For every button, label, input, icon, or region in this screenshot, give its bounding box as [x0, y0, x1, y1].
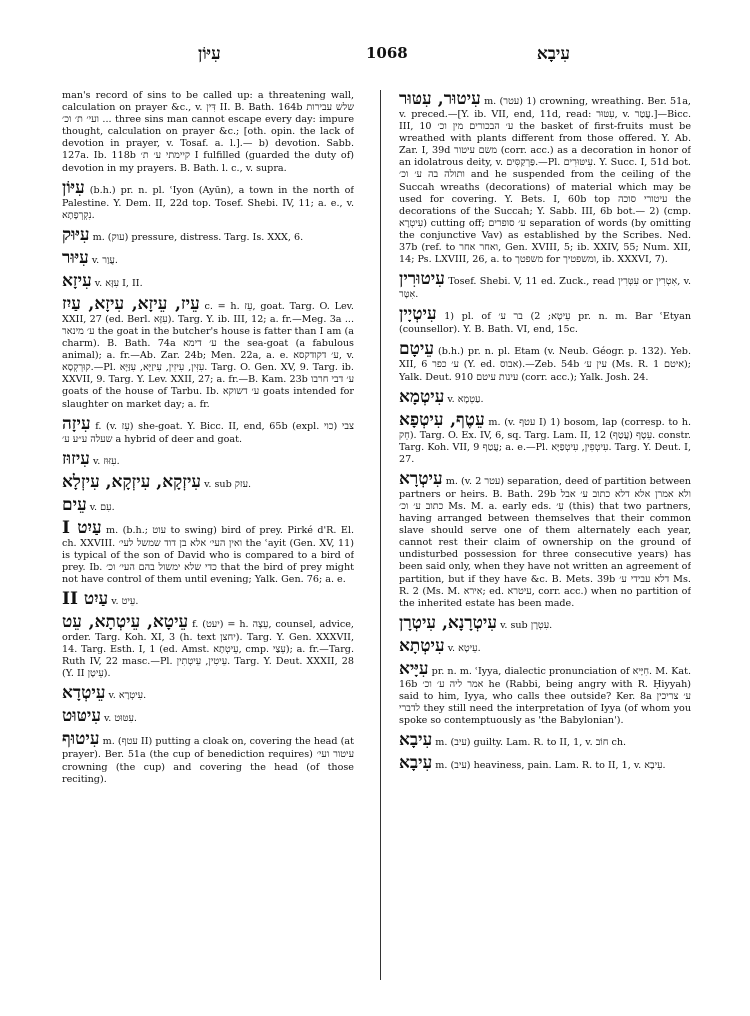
dictionary-entry	[62, 590, 354, 609]
entry-headword: עִיטְמָא	[399, 386, 445, 407]
entry-headword: עֵטֶף, עִיטְפָא	[399, 409, 485, 430]
entry-headword: עִיטוּר, עִטּוּר	[399, 90, 481, 109]
entry-text: v. עִזָּא I, II.	[94, 277, 143, 289]
dictionary-entry	[62, 613, 354, 680]
dictionary-entry	[62, 450, 354, 469]
entry-headword: עִיטוּף	[62, 729, 100, 750]
entry-text: m. (עטר) 1) crowning, wreathing. Ber. 51a, v. preced.—[Y. ib. VII, end, 11d, read: עִטּוּר, v. עֲטַר.]—Bicc. III, 10 ע׳ הבכורים מין וכ׳ the basket of first-fruits must be wreathed with plants different from those offered. Y. Ab. Zar. I, 39d משם עיטור (corr. acc.) as a decoration in honor of an idolatrous deity, v. פַּרְקַסִּים.—Pl. עִיטּוּרִים. Y. Succ. I, 51d bot. ותולה בה ע׳ וכ׳ and he suspended from the ceiling of the Succah wreaths (decorations) of material which may be used for covering. Y. Bets. I, 60b top עיטורי סוכה the decorations of the Succah; Y. Sabb. III, 6b bot.— 2) (cmp. עִיטְרָא) cutting off; ע׳ סופרים separation of words (by omitting the conjunctive Vav) as established by the Scribes. Ned. 37b (ref. to ואחר אחר, Gen. XVIII, 5; ib. XXIV, 55; Num. XII, 14; Ps. LXVIII, 26, a. to משפטך for ומשפטיך, ib. XXXVI, 7).	[399, 96, 691, 266]
entry-headword: עִיזָא	[62, 270, 92, 291]
dictionary-entry	[62, 684, 354, 703]
dictionary-entry	[399, 340, 691, 383]
dictionary-entry	[62, 707, 354, 726]
dictionary-entry	[62, 90, 354, 175]
dictionary-entry	[399, 388, 691, 407]
entry-text: v. עִם.	[89, 501, 115, 513]
entry-headword: עֵיז, עֵיזָא, עִיזָא, עַיִז	[62, 293, 200, 314]
dictionary-entry	[399, 470, 691, 610]
right-column	[399, 90, 691, 990]
entry-headword: עִיזוּז	[62, 448, 90, 469]
running-head-left: עִיּוֹן	[198, 44, 221, 64]
entry-headword: עִיטְרָנָא, עִיטְרָן	[399, 612, 498, 633]
page-header	[60, 44, 700, 70]
entry-text: v. עֵיט.	[111, 596, 139, 608]
dictionary-entry	[62, 226, 354, 245]
dictionary-entry	[399, 270, 691, 301]
entry-text: m. (עוק) pressure, distress. Targ. Is. XXX, 6.	[92, 231, 304, 243]
entry-headword: עֵיטְדָא	[62, 683, 106, 704]
entry-headword: עִיָּיא	[399, 658, 429, 679]
dictionary-entry	[399, 614, 691, 633]
dictionary-entry	[399, 637, 691, 656]
dictionary-entry	[62, 496, 354, 515]
entry-headword: עִיבָא	[399, 730, 433, 751]
dictionary-entry	[399, 90, 691, 266]
entry-headword: עֵיטָם	[399, 339, 434, 360]
entry-text: Tosef. Shebi. V, 11 ed. Zuck., read עִטְּרִין or אִטְרִין, v. אִטָּר.	[399, 276, 691, 301]
entry-text: (b.h.) pr. n. pl. Etam (v. Neub. Géogr. p. 132). Yeb. XII, 6 ע׳ כפר (Y. ed. אבוס).—Zeb. 54b עין ע׳ (Ms. R. 1 איטם); Yalk. Deut. 910 עינות עיטם (corr. acc.); Yalk. Josh. 24.	[399, 346, 691, 383]
dictionary-entry	[62, 730, 354, 785]
entry-headword: עִיזָה	[62, 413, 91, 434]
entry-text: v. עֲוַר.	[91, 254, 118, 266]
entry-text: c. = h. עֵז, goat. Targ. O. Lev. XXII, 27 (ed. Berl. עִזָּא). Targ. Y. ib. III, 12; a. fr.—Meg. 3a ... ע׳ מינאר the goat in the butcher's house is fatter than I am (a charm). B. Bath. 74a ע׳ דימא the sea-goat (a fabulous animal); a. fr.—Ab. Zar. 24b; Men. 22a, a. e. ע׳ דקודקסא, v. קוּרְקְסָא.—Pl. עִזִּין, עִיזִין, עִיזַיָּא, עִזַּיָּא. Targ. O. Gen. XV, 9. Targ. ib. XXVII, 9. Targ. Y. Lev. XXII, 27; a. fr.—B. Kam. 23b ע׳ דבי חרבו goats of the house of Tarbu. Ib. ע׳ דשוקא goats intended for slaughter on market day; a. fr.	[62, 300, 354, 410]
entry-headword: עִיּוּר	[62, 247, 89, 268]
entry-headword: עַיִט I	[62, 517, 102, 538]
dictionary-entry	[399, 411, 691, 466]
running-head-right: עִיבָא	[536, 44, 570, 64]
entry-text: m. (עטף II) putting a cloak on, covering the head (at prayer). Ber. 51a (the cup of benediction requires) עיטור ועי׳ crowning (the cup) and covering the head (of those reciting).	[62, 736, 354, 785]
entry-headword: עִיטְתָא	[399, 635, 445, 656]
entry-text: v. עִטּוּט.	[104, 713, 137, 725]
column-divider	[380, 90, 381, 980]
entry-headword: עִיטּוּט	[62, 706, 101, 727]
entry-text: pr. n. m. ʿIyya, dialectic pronunciation of חִיָּיא. M. Kat. 16b אמר ליה ע׳ וכ׳ he (Rabbi, being angry with R. Ḥiyyah) said to him, Iyya, who calls thee outside? Ker. 8a ע׳ צריכין לדברי they still need the interpretation of Iyya (of whom you spoke so contemptuously as 'the Babylonian').	[399, 665, 691, 727]
entry-headword: עִיּוּק	[62, 224, 90, 245]
entry-text: m. (עיב) heaviness, pain. Lam. R. to II, 1, v. עִיבָא.	[435, 760, 666, 772]
entry-text: m. (v. עטר 2) separation, deed of partition between partners or heirs. B. Bath. 29b ולא אמרן אלא דלא כתוב ע׳ אבל כתוב ע׳ וכ׳ Ms. M. a. early eds. עִ׳ (this) that two partners, having arranged between themselves that their common slave should serve one of them alternately each year, cannot rest their claim of ownership on the ground of undisturbed possession for three consecutive years) has been said only, when they have not written an agreement of partition, but if they have &c. B. Mets. 39b דלא עבידי ע׳ Ms. R. 2 (Ms. M. אירא; ed. עיטרא, corr. acc.) when no partition of the inherited estate has been made.	[399, 475, 691, 609]
entry-text: v. sub עזק.	[204, 478, 252, 490]
dictionary-entry	[399, 731, 691, 750]
page-number: 1068	[366, 44, 408, 62]
dictionary-entry	[62, 179, 354, 222]
entry-text: m. (v. עטף I) 1) bosom, lap (corresp. to h. חֵק). Targ. O. Ex. IV, 6, sq. Targ. Lam. II, 12 עֵטֶף (עֲטַף). constr. Targ. Koh. VII, 9 עֲטַף; a. e.—Pl. עִיטְפִין, עִיטְפַיָּא. Targ. Y. Deut. I, 27.	[399, 416, 691, 465]
entry-headword: עִיבָא	[399, 753, 433, 774]
entry-text: v. עֵיטָא.	[447, 642, 481, 654]
entry-text: v. עִזּוּז.	[92, 455, 120, 467]
entry-headword: עִיזְקָא, עִיזְקָא, עִיזְלָא	[62, 471, 202, 492]
dictionary-entry	[62, 519, 354, 586]
entry-headword: עִיטְרָא	[399, 468, 443, 489]
entry-headword: עֵים	[62, 494, 87, 515]
entry-text: v. sub עִטְרָן.	[500, 619, 553, 631]
dictionary-entry	[62, 415, 354, 446]
entry-text: f. (v. עֵז) she-goat. Y. Bicc. II, end, 65b (expl. כוי) צבי שעלה ע״ע ע׳ a hybrid of deer and goat.	[62, 420, 354, 445]
entry-text: m. (עיב) guilty. Lam. R. to II, 1, v. חוֹב ch.	[435, 737, 627, 749]
dictionary-entry	[62, 295, 354, 411]
entry-text: v. עַטְמָא.	[447, 393, 484, 405]
entry-headword: עֵיטָא, עֵיטְתָא, עֵט	[62, 612, 189, 633]
entry-text: man's record of sins to be called up: a threatening wall, calculation on prayer &c., v. דִּין II. B. Bath. 164b שלש עבירות ... ועי׳ ת׳ וכ׳ three sins man cannot escape every day: impure thought, calculation on prayer &c.; [oth. opin. the lack of devotion in prayer, v. Tosaf. a. l.].— b) devotion. Sabb. 127a. Ib. 118b קיימתי ע׳ ת׳ I fulfilled (guarded the duty of) devotion in my prayers. B. Bath. l. c., v. supra.	[62, 90, 354, 174]
entry-text: v. עִיטְרָא.	[108, 690, 147, 702]
entry-headword: עִיּוֹן	[62, 177, 85, 198]
dictionary-entry	[399, 754, 691, 773]
entry-headword: עִיטוּרִין	[399, 269, 445, 290]
dictionary-entry	[62, 473, 354, 492]
dictionary-entry	[399, 305, 691, 336]
entry-headword: עַיִט II	[62, 589, 109, 610]
dictionary-entry	[62, 272, 354, 291]
dictionary-entry	[62, 249, 354, 268]
dictionary-entry	[399, 660, 691, 727]
entry-text: m. (b.h.; עוט to swing) bird of prey. Pirké d'R. El. ch. XXVIII. ואין העי׳ אלא בן דוד שמשל לעי׳ the ʿayit (Gen. XV, 11) is typical of the son of David who is compared to a bird of prey. Ib. כדי שלא ימשול בהם העי׳ וכ׳ that the bird of prey might not have control of them until evening; Yalk. Gen. 76; a. e.	[62, 524, 354, 585]
entry-headword: עִיטְיָין	[399, 304, 437, 325]
left-column	[62, 90, 354, 990]
entry-text: f. (יעט) = h. עֵצָה, counsel, advice, order. Targ. Koh. XI, 3 (h. text יחצן). Targ. Y. Gen. XXXVII, 14. Targ. Esth. I, 1 (ed. Amst. עֵיטְתָא, cmp. עֵצַי); a. fr.—Targ. Ruth IV, 22 masc.—Pl. עֵיטִין, עֵיטְתִין. Targ. Y. Deut. XXXII, 28 (Y. II עֵיטָן).	[62, 619, 354, 680]
entry-text: 1) pl. of עֵיטָא; 2) בר ע׳ pr. n. m. Bar ʿEtyan (counsellor). Y. B. Bath. VI, end, 15c.	[399, 311, 691, 336]
entry-text: (b.h.) pr. n. pl. ʿIyon (Ayūn), a town in the north of Palestine. Y. Dem. II, 22d top. Tosef. Shebi. IV, 11; a. e., v. נִקְרְפָתָא.	[62, 184, 354, 221]
